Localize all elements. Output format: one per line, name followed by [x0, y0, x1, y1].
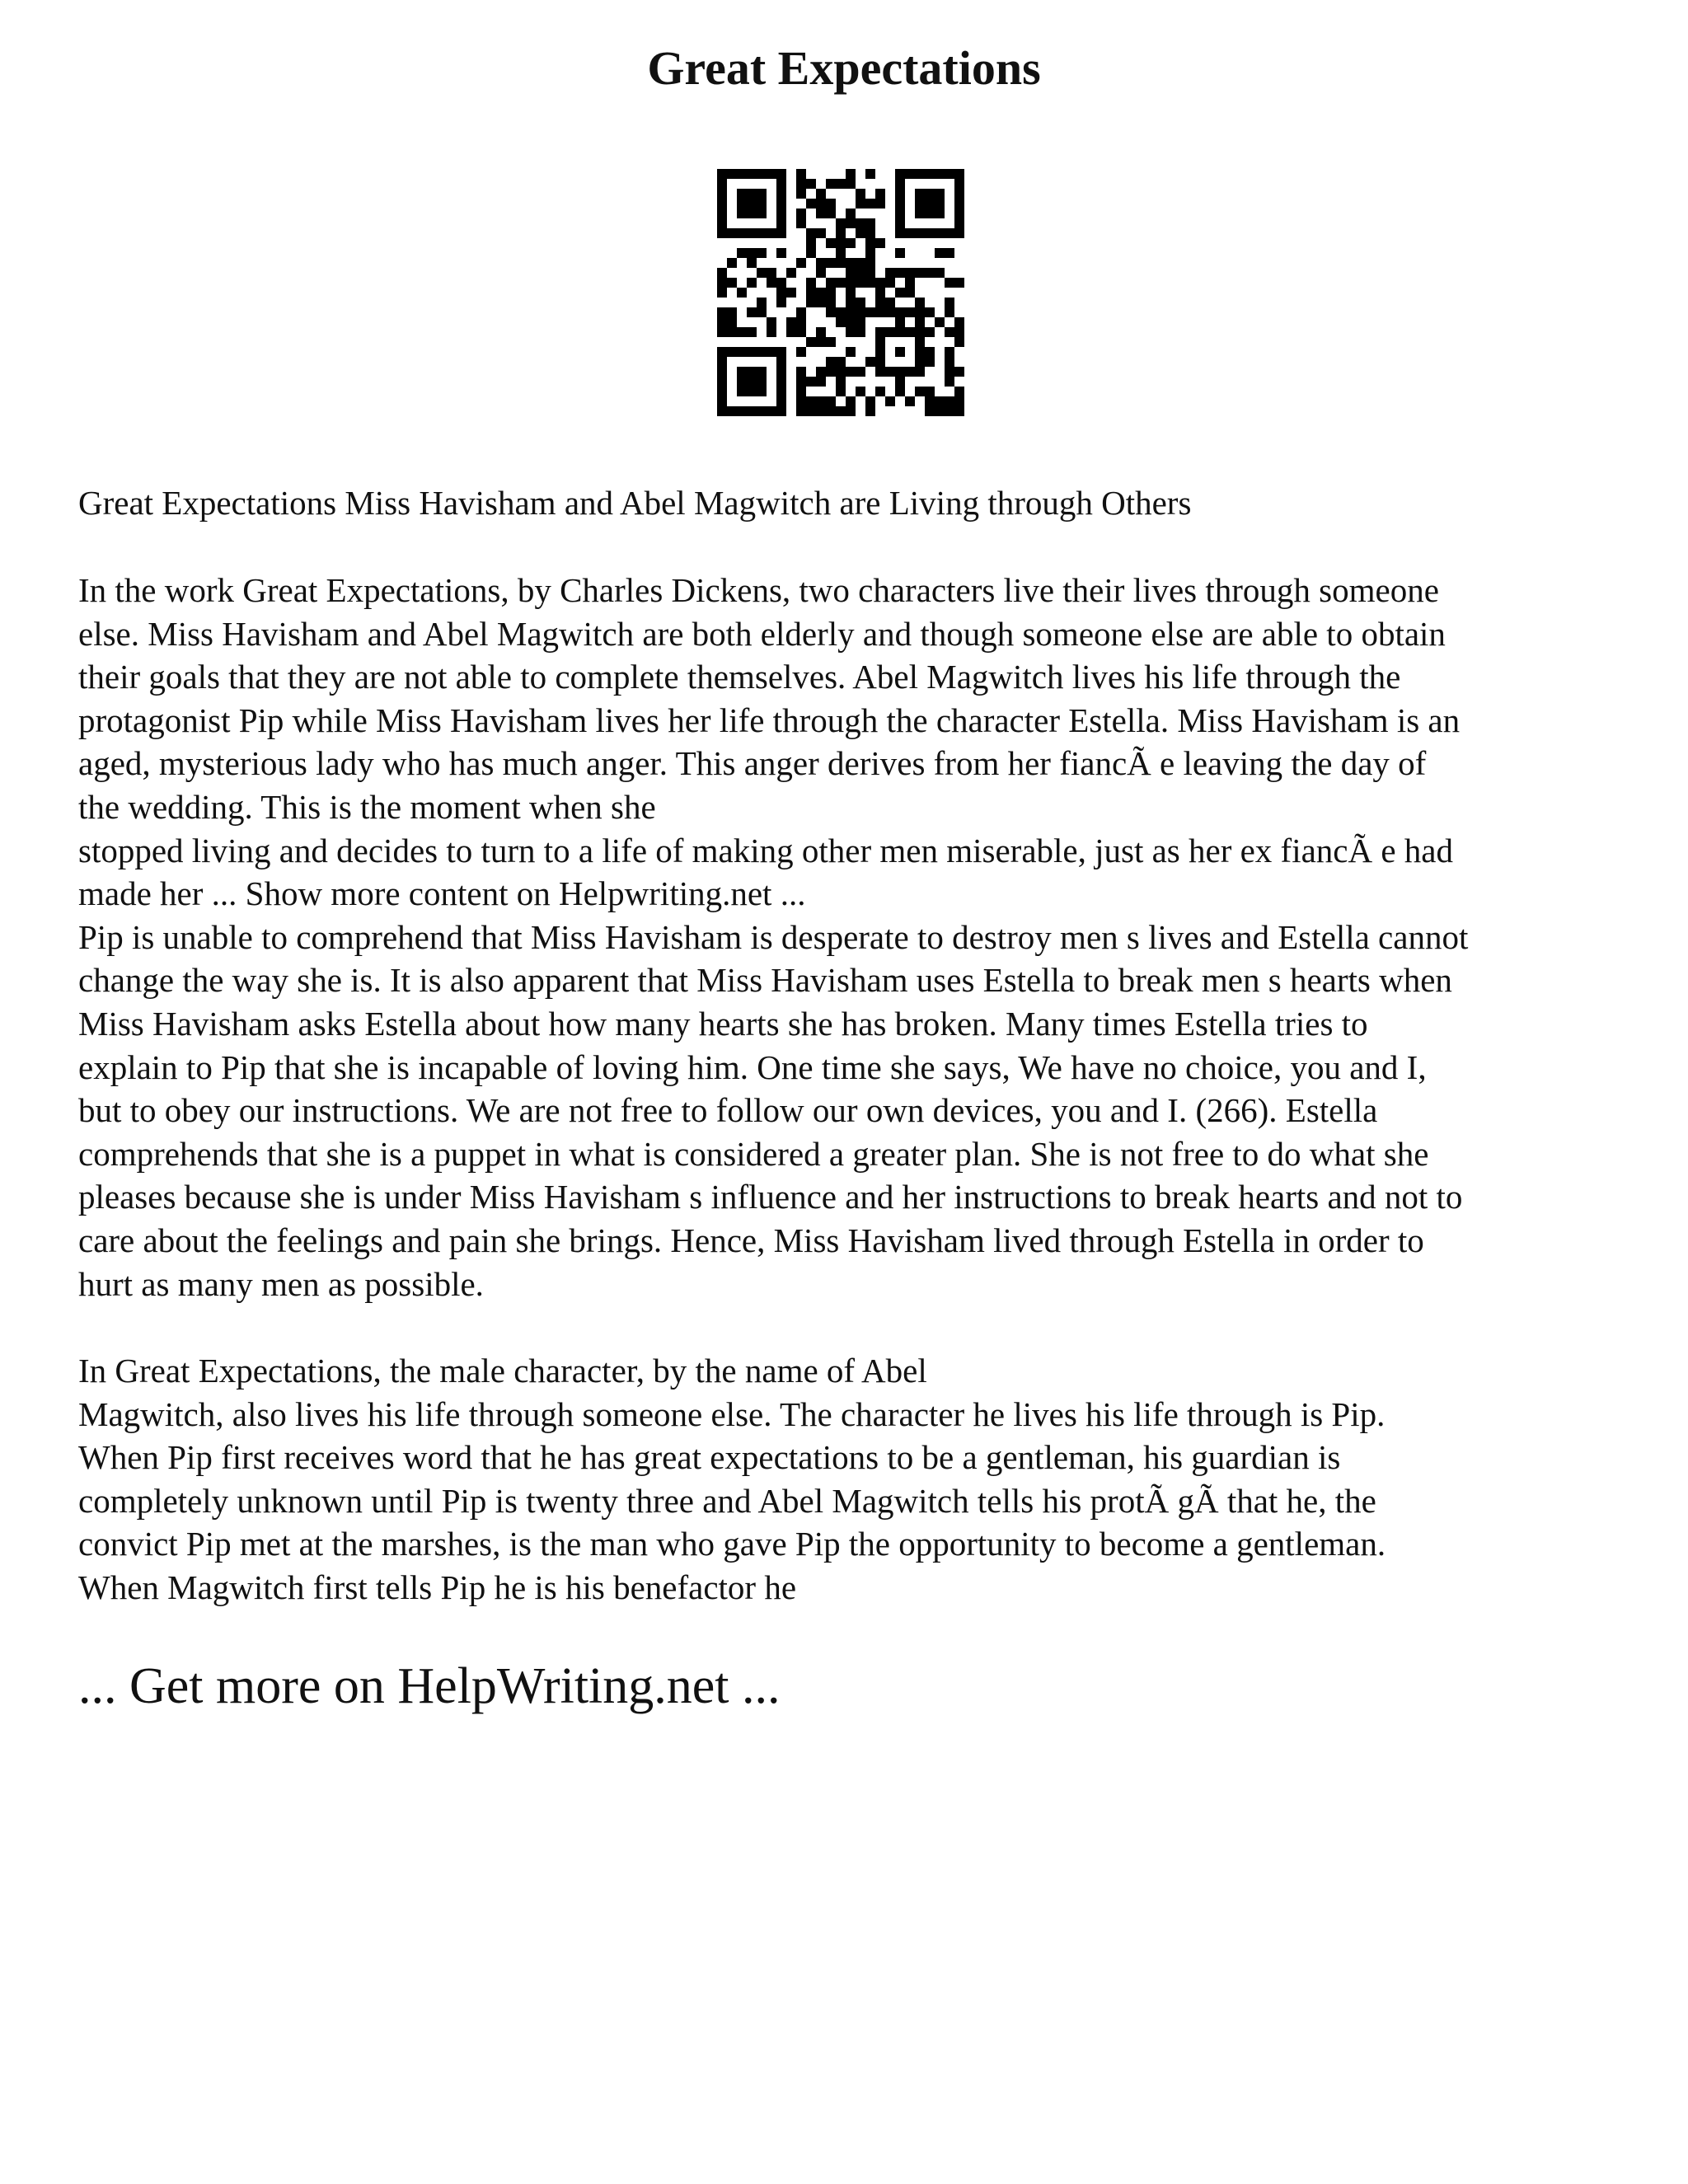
paragraph-line: aged, mysterious lady who has much anger. This anger derives from her fiancÃ e leaving the day of — [78, 744, 1427, 783]
paragraph-line: In the work Great Expectations, by Charles Dickens, two characters live their lives through someone — [78, 571, 1439, 609]
paragraph-line: stopped living and decides to turn to a life of making other men miserable, just as her ex fiancÃ e had — [78, 831, 1453, 869]
essay-subtitle: Great Expectations Miss Havisham and Abel Magwitch are Living through Others — [78, 484, 1192, 522]
paragraph-line: change the way she is. It is also apparent that Miss Havisham uses Estella to break men s hearts when — [78, 961, 1452, 1000]
paragraph-line: else. Miss Havisham and Abel Magwitch are both elderly and though someone else are able to obtain — [78, 614, 1446, 653]
essay-paragraph-2 — [78, 1349, 1628, 1610]
qr-code-icon[interactable] — [717, 169, 964, 416]
paragraph-line: When Pip first receives word that he has great expectations to be a gentleman, his guardian is — [78, 1438, 1341, 1477]
get-more-link[interactable]: ... Get more on HelpWriting.net ... — [78, 1658, 781, 1714]
paragraph-line: When Magwitch first tells Pip he is his benefactor he — [78, 1568, 797, 1606]
paragraph-line: completely unknown until Pip is twenty three and Abel Magwitch tells his protÃ gÃ that he, the — [78, 1481, 1376, 1520]
paragraph-line: hurt as many men as possible. — [78, 1264, 484, 1303]
paragraph-line: care about the feelings and pain she brings. Hence, Miss Havisham lived through Estella in order to — [78, 1221, 1424, 1259]
paragraph-line: Magwitch, also lives his life through someone else. The character he lives his life through is Pip. — [78, 1394, 1386, 1433]
essay-paragraph-1 — [78, 569, 1628, 1305]
paragraph-line: In Great Expectations, the male character, by the name of Abel — [78, 1352, 927, 1390]
paragraph-line: the wedding. This is the moment when she — [78, 787, 656, 826]
paragraph-line: protagonist Pip while Miss Havisham lives her life through the character Estella. Miss Havisham is an — [78, 701, 1461, 739]
paragraph-line: Miss Havisham asks Estella about how many hearts she has broken. Many times Estella tries to — [78, 1004, 1368, 1043]
paragraph-line: convict Pip met at the marshes, is the man who gave Pip the opportunity to become a gentleman. — [78, 1525, 1386, 1563]
paragraph-line: comprehends that she is a puppet in what is considered a greater plan. She is not free to do what she — [78, 1134, 1429, 1173]
paragraph-line: their goals that they are not able to complete themselves. Abel Magwitch lives his life through the — [78, 658, 1401, 696]
paragraph-line: Pip is unable to comprehend that Miss Havisham is desperate to destroy men s lives and Estella cannot — [78, 917, 1469, 956]
paragraph-line: but to obey our instructions. We are not free to follow our own devices, you and I. (266). Estella — [78, 1091, 1378, 1130]
paragraph-line: explain to Pip that she is incapable of loving him. One time she says, We have no choice, you and I, — [78, 1047, 1427, 1086]
show-more-content-line: made her ... Show more content on Helpwriting.net ... — [78, 874, 806, 913]
paragraph-line: pleases because she is under Miss Havisham s influence and her instructions to break hearts and not to — [78, 1178, 1463, 1216]
page-title: Great Expectations — [647, 41, 1041, 95]
